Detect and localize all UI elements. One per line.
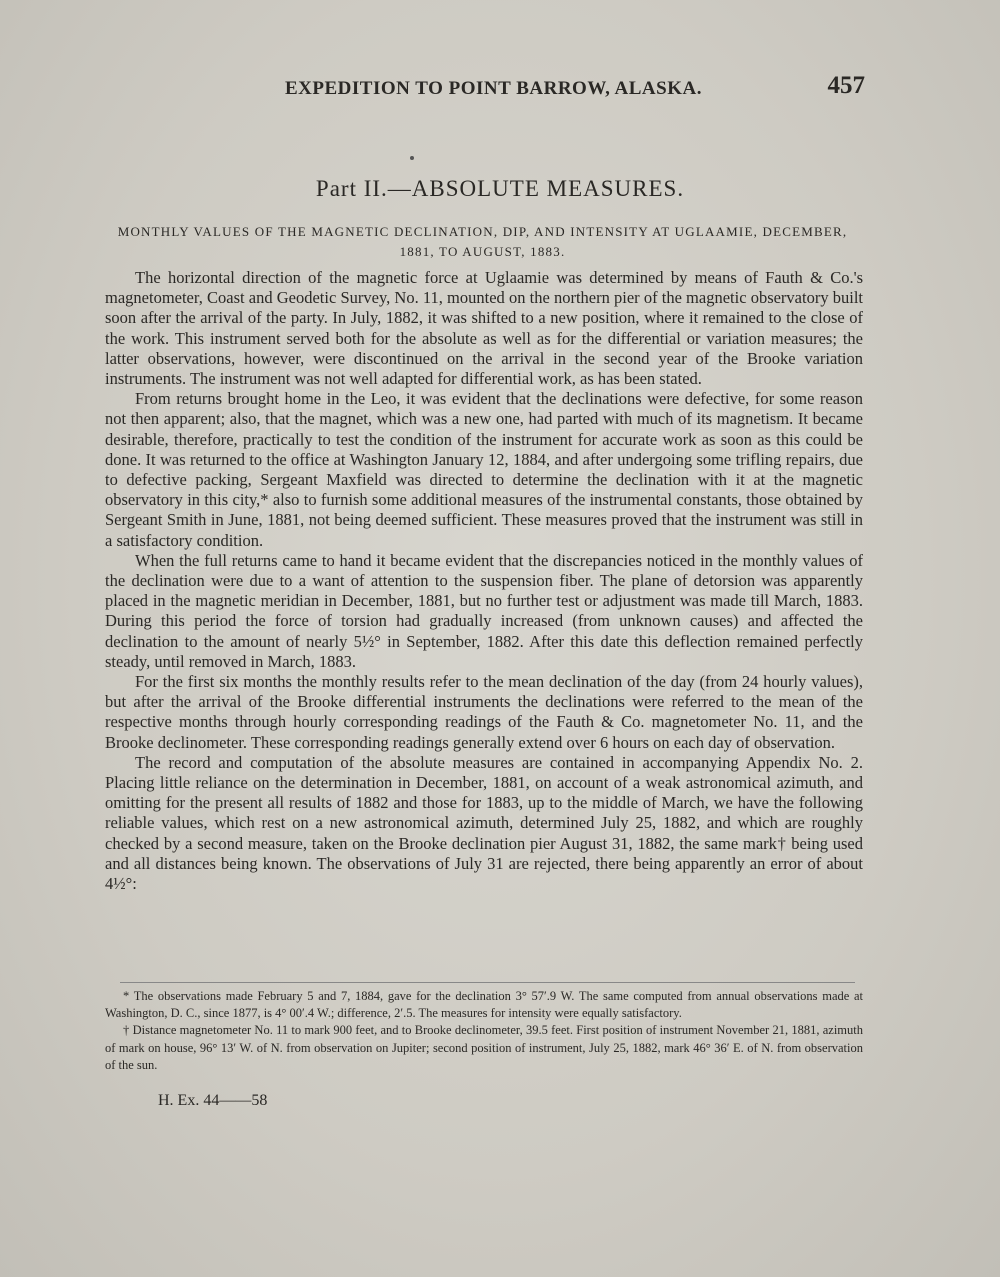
paragraph: When the full returns came to hand it became evident that the discrepancies noticed in the monthly values of the declination were due to a want of attention to the suspension fiber. The plane of detorsion was apparently placed in the magnetic meridian in December, 1881, but no further test or adjustment was made till March, 1883. During this period the force of torsion had gradually increased (from unknown causes) and affected the declination to the amount of nearly 5½° in September, 1882. After this date this deflection remained perfectly steady, until removed in March, 1883. bbox=[105, 550, 863, 671]
paragraph: For the first six months the monthly results refer to the mean declination of the day (from 24 hourly values), but after the arrival of the Brooke differential instruments the declinations were referred to the mean of the respective months through hourly corresponding readings of the Fauth & Co. magnetometer No. 11, and the Brooke declinometer. These corresponding readings generally extend over 6 hours on each day of observation. bbox=[105, 672, 863, 752]
paragraph: The record and computation of the absolute measures are contained in accompanying Appendix No. 2. Placing little reliance on the determination in December, 1881, on account of a weak astronomical azimuth, and omitting for the present all results of 1882 and those for 1883, up to the middle of March, we have the following reliable values, which rest on a new astronomical azimuth, determined July 25, 1882, and which are roughly checked by a second measure, taken on the Brooke declination pier August 31, 1882, the same mark† being used and all distances being known. The observations of July 31 are rejected, there being apparently an error of about 4½°: bbox=[105, 752, 863, 894]
body-text bbox=[105, 268, 863, 894]
paragraph: The horizontal direction of the magnetic force at Uglaamie was determined by means of Fauth & Co.'s magnetometer, Coast and Geodetic Survey, No. 11, mounted on the northern pier of the magnetic observatory built soon after the arrival of the party. In July, 1882, it was shifted to a new position, where it remained to the close of the work. This instrument served both for the absolute as well as for the differential or variation measures; the latter observations, however, were discontinued on the arrival in the second year of the Brooke variation instruments. The instrument was not well adapted for differential work, as has been stated. bbox=[105, 268, 863, 389]
document-signature: H. Ex. 44——58 bbox=[158, 1092, 268, 1109]
part-title: Part II.—ABSOLUTE MEASURES. bbox=[315, 176, 685, 201]
page-number: 457 bbox=[827, 72, 865, 99]
footnote: * The observations made February 5 and 7, 1884, gave for the declination 3° 57′.9 W. The same computed from annual observations made at Washington, D. C., since 1877, is 4° 00′.4 W.; difference, 2′.5. The measures for intensity were equally satisfactory. bbox=[105, 989, 863, 1021]
footnotes bbox=[105, 988, 863, 1074]
running-title: EXPEDITION TO POINT BARROW, ALASKA. bbox=[285, 78, 702, 99]
paragraph: From returns brought home in the Leo, it was evident that the declinations were defective, for some reason not then apparent; also, that the magnet, which was a new one, had parted with much of its magnetism. It became desirable, therefore, practically to test the condition of the instrument for accurate work as soon as this could be done. It was returned to the office at Washington January 12, 1884, and after undergoing some trifling repairs, due to defective packing, Sergeant Maxfield was directed to determine the declination with it at the magnetic observatory in this city,* also to furnish some additional measures of the instrumental constants, those obtained by Sergeant Smith in June, 1881, not being deemed sufficient. These measures proved that the instrument was still in a satisfactory condition. bbox=[105, 389, 863, 550]
footnote: † Distance magnetometer No. 11 to mark 900 feet, and to Brooke declinometer, 39.5 feet. First position of instrument November 21, 1881, azimuth of mark on house, 96° 13′ W. of N. from observation on Jupiter; second position of instrument, July 25, 1882, mark 46° 36′ E. of N. from observation of the sun. bbox=[105, 1023, 863, 1072]
print-speck bbox=[410, 156, 414, 160]
footnote-divider bbox=[120, 982, 855, 983]
page-header bbox=[100, 72, 865, 112]
section-subtitle: MONTHLY VALUES OF THE MAGNETIC DECLINATION, DIP, AND INTENSITY AT UGLAAMIE, DECEMBER, 1881, TO AUGUST, 1883. bbox=[117, 224, 848, 259]
